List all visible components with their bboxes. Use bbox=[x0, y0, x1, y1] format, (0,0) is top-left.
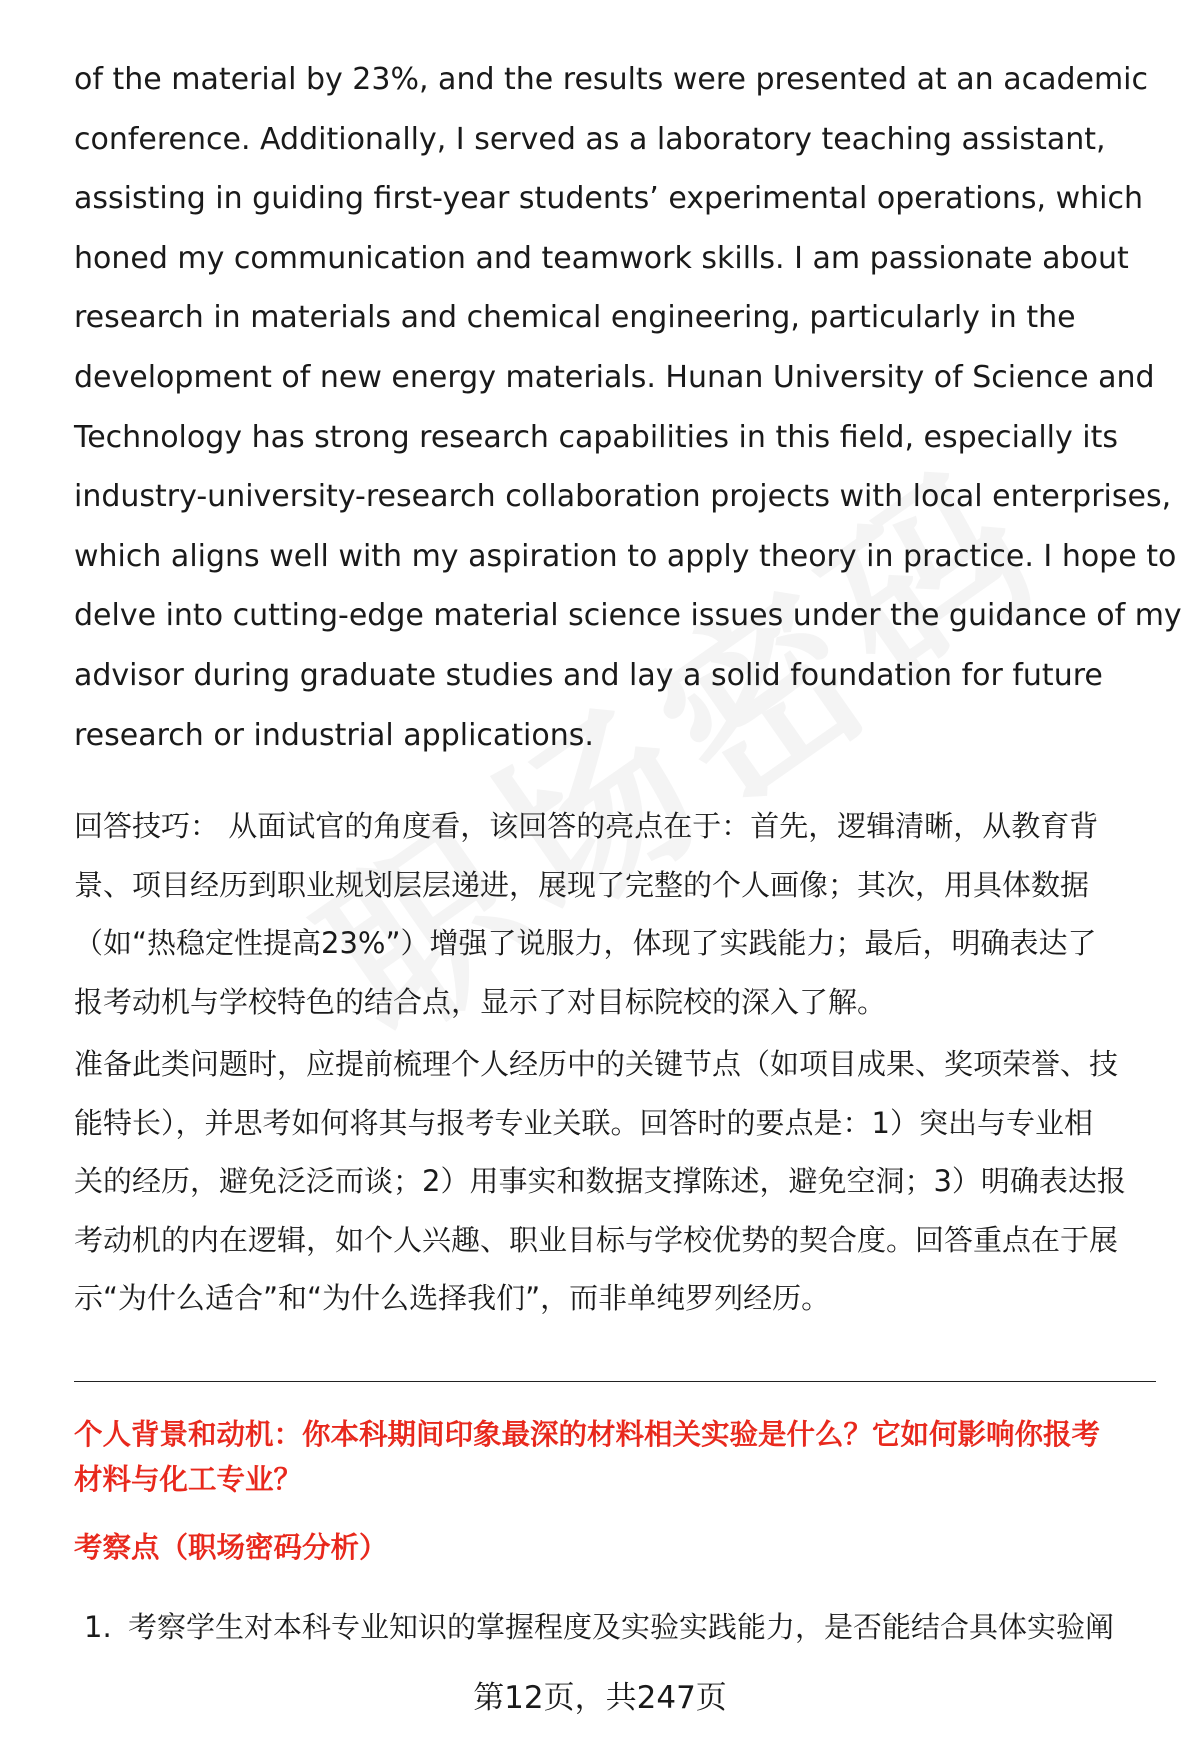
paragraph-line: 考动机的内在逻辑，如个人兴趣、职业目标与学校优势的契合度。回答重点在于展 bbox=[74, 1222, 1119, 1257]
paragraph-line: of the material by 23%, and the results were presented at an academic bbox=[74, 62, 1149, 97]
answer-tips-paragraph bbox=[74, 797, 1159, 1031]
paragraph-line: conference. Additionally, I served as a laboratory teaching assistant, bbox=[74, 121, 1106, 157]
paragraph-line: 准备此类问题时，应提前梳理个人经历中的关键节点（如项目成果、奖项荣誉、技 bbox=[74, 1047, 1119, 1081]
list-item bbox=[84, 1603, 1164, 1651]
paragraph-line: Technology has strong research capabilities in this field, especially its bbox=[74, 419, 1119, 455]
paragraph-line: honed my communication and teamwork skills. I am passionate about bbox=[74, 240, 1129, 276]
paragraph-line: assisting in guiding first-year students’ experimental operations, which bbox=[74, 181, 1144, 217]
paragraph-line: advisor during graduate studies and lay a solid foundation for future bbox=[74, 657, 1103, 693]
paragraph-line: 景、项目经历到职业规划层层递进，展现了完整的个人画像；其次，用具体数据 bbox=[74, 867, 1090, 902]
paragraph-line: 能特长），并思考如何将其与报考专业关联。回答时的要点是：1）突出与专业相 bbox=[74, 1105, 1093, 1140]
assessment-heading bbox=[74, 1525, 1164, 1570]
paragraph-line: delve into cutting-edge material science issues under the guidance of my bbox=[74, 598, 1182, 634]
list-item-text: 考察学生对本科专业知识的掌握程度及实验实践能力，是否能结合具体实验阐 bbox=[128, 1610, 1115, 1644]
paragraph-line: 示“为什么适合”和“为什么选择我们”，而非单纯罗列经历。 bbox=[74, 1281, 831, 1315]
paragraph-line: research or industrial applications. bbox=[74, 717, 594, 753]
paragraph-line: which aligns well with my aspiration to apply theory in practice. I hope to bbox=[74, 538, 1177, 574]
paragraph-line: （如“热稳定性提高23%”）增强了说服力，体现了实践能力；最后，明确表达了 bbox=[74, 926, 1097, 960]
paragraph-line: 报考动机与学校特色的结合点，显示了对目标院校的深入了解。 bbox=[74, 984, 887, 1019]
page-number: 第12页，共247页 bbox=[473, 1680, 727, 1716]
assessment-heading-text: 考察点（职场密码分析） bbox=[74, 1531, 388, 1564]
paragraph-line: industry-university-research collaboration projects with local enterprises, bbox=[74, 479, 1172, 515]
question-line: 材料与化工专业？ bbox=[74, 1463, 303, 1496]
question-line: 个人背景和动机：你本科期间印象最深的材料相关实验是什么？它如何影响你报考 bbox=[74, 1418, 1101, 1451]
section-divider bbox=[74, 1381, 1156, 1382]
paragraph-line: 回答技巧： 从面试官的角度看，该回答的亮点在于：首先，逻辑清晰，从教育背 bbox=[74, 809, 1099, 843]
paragraph-line: 关的经历，避免泛泛而谈；2）用事实和数据支撑陈述，避免空洞；3）明确表达报 bbox=[74, 1164, 1126, 1198]
paragraph-line: development of new energy materials. Hunan University of Science and bbox=[74, 359, 1155, 395]
question-heading bbox=[74, 1412, 1164, 1502]
list-item-number: 1. bbox=[84, 1610, 112, 1644]
preparation-advice-paragraph bbox=[74, 1035, 1159, 1328]
english-answer-paragraph bbox=[74, 50, 1182, 765]
paragraph-line: research in materials and chemical engineering, particularly in the bbox=[74, 300, 1076, 336]
